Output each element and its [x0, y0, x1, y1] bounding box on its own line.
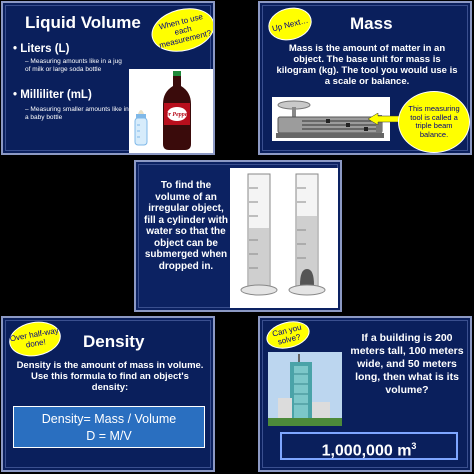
speech-bubble: When to use each measurement?	[147, 2, 215, 58]
baby-bottle-icon	[135, 110, 147, 145]
slide-density[interactable]	[1, 316, 215, 472]
irregular-volume-text: To find the volume of an irregular object, fill a cylinder with water so that the object can be submerged when dropped in.	[144, 180, 228, 272]
bullet-milliliter-detail: – Measuring smaller amounts like in a baby bottle	[25, 106, 129, 121]
answer-exponent: 3	[411, 441, 417, 451]
graduated-cylinders-image	[230, 168, 338, 308]
volume-question: If a building is 200 meters tall, 100 meters wide, and 50 meters long, then what is its volume?	[350, 332, 464, 396]
density-formula-box	[13, 406, 205, 448]
slide-title: Liquid Volume	[25, 13, 141, 32]
slide-irregular-volume[interactable]	[134, 160, 342, 312]
bullet-liters-detail: – Measuring amounts like in a jug of milk or large soda bottle	[25, 58, 122, 73]
balance-callout: This measuring tool is called a triple beam balance.	[398, 91, 470, 153]
speech-bubble: Over half-way done!	[6, 318, 63, 361]
speech-bubble: Can you solve?	[264, 317, 313, 353]
liquid-containers-image	[129, 69, 213, 153]
building-image	[268, 352, 342, 426]
slide-mass[interactable]	[258, 1, 472, 155]
bullet-liters: • Liters (L)	[13, 43, 70, 55]
slide-title: Mass	[350, 14, 393, 33]
formula-short: D = M/V	[86, 429, 132, 443]
mass-description: Mass is the amount of matter in an object. The base unit for mass is kilogram (kg). The tool you would use is a scale or balance.	[276, 43, 458, 87]
slide-volume-problem[interactable]	[258, 316, 472, 472]
svg-text:Dr Pepper: Dr Pepper	[164, 112, 190, 118]
bullet-milliliter: • Milliliter (mL)	[13, 89, 92, 101]
slide-title: Density	[83, 332, 145, 351]
density-description: Density is the amount of mass in volume. Use this formula to find an object's density:	[16, 360, 204, 393]
speech-bubble: Up Next…	[265, 3, 315, 45]
answer-value: 1,000,000 m	[321, 442, 412, 460]
answer-box	[280, 432, 458, 460]
formula-line: Density= Mass / Volume	[41, 412, 177, 426]
slide-liquid-volume[interactable]	[1, 1, 215, 155]
